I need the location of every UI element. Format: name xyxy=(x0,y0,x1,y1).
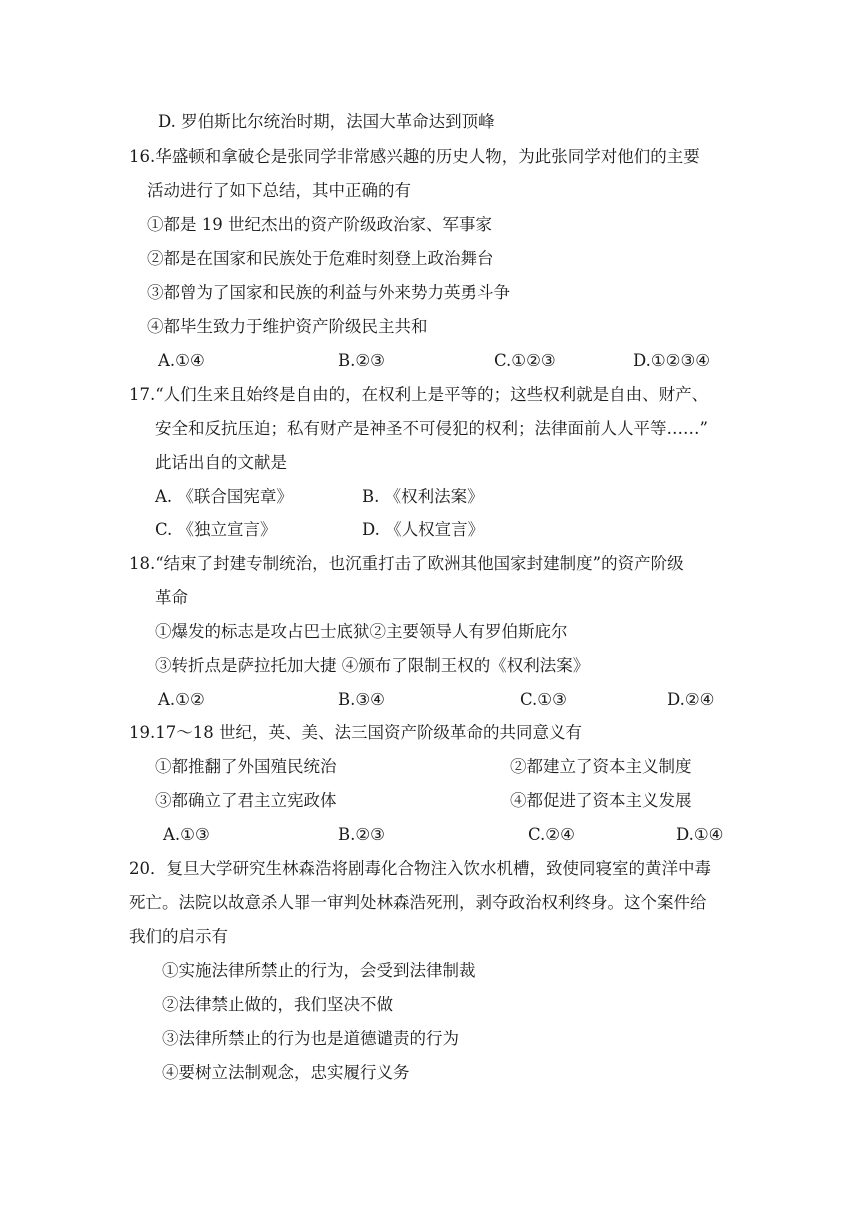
q18-stem-line2: 革命 xyxy=(155,588,188,607)
q15-option-d: D. 罗伯斯比尔统治时期，法国大革命达到顶峰 xyxy=(158,112,495,131)
q16-item-4: ④都毕生致力于维护资产阶级民主共和 xyxy=(147,317,428,336)
q16-option-c: C.①②③ xyxy=(494,351,556,370)
q20-item-1: ①实施法律所禁止的行为，会受到法律制裁 xyxy=(162,961,476,980)
q19-item-1: ①都推翻了外国殖民统治 xyxy=(155,757,337,776)
q16-option-d: D.①②③④ xyxy=(633,351,711,370)
q17-stem-line2: 安全和反抗压迫；私有财产是神圣不可侵犯的权利；法律面前人人平等……” xyxy=(155,419,708,438)
q17-stem-line3: 此话出自的文献是 xyxy=(155,453,287,472)
q18-option-a: A.①② xyxy=(158,690,205,709)
q16-stem-line1: 16.华盛顿和拿破仑是张同学非常感兴趣的历史人物，为此张同学对他们的主要 xyxy=(129,147,700,166)
q20-stem-line2: 死亡。法院以故意杀人罪一审判处林森浩死刑，剥夺政治权利终身。这个案件给 xyxy=(129,893,707,912)
q18-option-d: D.②④ xyxy=(667,690,715,709)
q20-item-2: ②法律禁止做的，我们坚决不做 xyxy=(162,995,393,1014)
q16-item-2: ②都是在国家和民族处于危难时刻登上政治舞台 xyxy=(147,249,494,268)
q19-option-c: C.②④ xyxy=(528,825,575,844)
q18-item-1: ①爆发的标志是攻占巴士底狱②主要领导人有罗伯斯庇尔 xyxy=(155,622,568,641)
q20-item-4: ④要树立法制观念，忠实履行义务 xyxy=(162,1063,410,1082)
q18-stem-line1: 18.“结束了封建专制统治，也沉重打击了欧洲其他国家封建制度”的资产阶级 xyxy=(129,554,684,573)
q18-option-c: C.①③ xyxy=(520,690,567,709)
q18-option-b: B.③④ xyxy=(338,690,385,709)
q16-item-1: ①都是 19 世纪杰出的资产阶级政治家、军事家 xyxy=(147,215,492,234)
q17-stem-line1: 17.“人们生来且始终是自由的，在权利上是平等的；这些权利就是自由、财产、 xyxy=(129,385,709,404)
q19-option-a: A.①③ xyxy=(163,825,210,844)
q20-stem-line3: 我们的启示有 xyxy=(129,927,228,946)
q16-option-a: A.①④ xyxy=(158,351,205,370)
q17-option-c: C. 《独立宣言》 xyxy=(155,520,277,539)
q20-item-3: ③法律所禁止的行为也是道德谴责的行为 xyxy=(162,1029,459,1048)
q16-option-b: B.②③ xyxy=(338,351,385,370)
q19-item-3: ③都确立了君主立宪政体 xyxy=(155,791,337,810)
q17-option-d: D. 《人权宣言》 xyxy=(362,520,485,539)
q19-option-d: D.①④ xyxy=(676,825,724,844)
q17-option-a: A. 《联合国宪章》 xyxy=(155,487,293,506)
q16-item-3: ③都曾为了国家和民族的利益与外来势力英勇斗争 xyxy=(147,283,510,302)
q16-stem-line2: 活动进行了如下总结，其中正确的有 xyxy=(147,181,411,200)
q19-item-2: ②都建立了资本主义制度 xyxy=(510,757,692,776)
q19-option-b: B.②③ xyxy=(338,825,385,844)
q20-stem-line1: 20．复旦大学研究生林森浩将剧毒化合物注入饮水机槽，致使同寝室的黄洋中毒 xyxy=(129,859,711,878)
q19-stem: 19.17～18 世纪，英、美、法三国资产阶级革命的共同意义有 xyxy=(129,723,582,742)
q17-option-b: B. 《权利法案》 xyxy=(362,487,484,506)
q18-item-2: ③转折点是萨拉托加大捷 ④颁布了限制王权的《权利法案》 xyxy=(155,656,590,675)
q19-item-4: ④都促进了资本主义发展 xyxy=(510,791,692,810)
